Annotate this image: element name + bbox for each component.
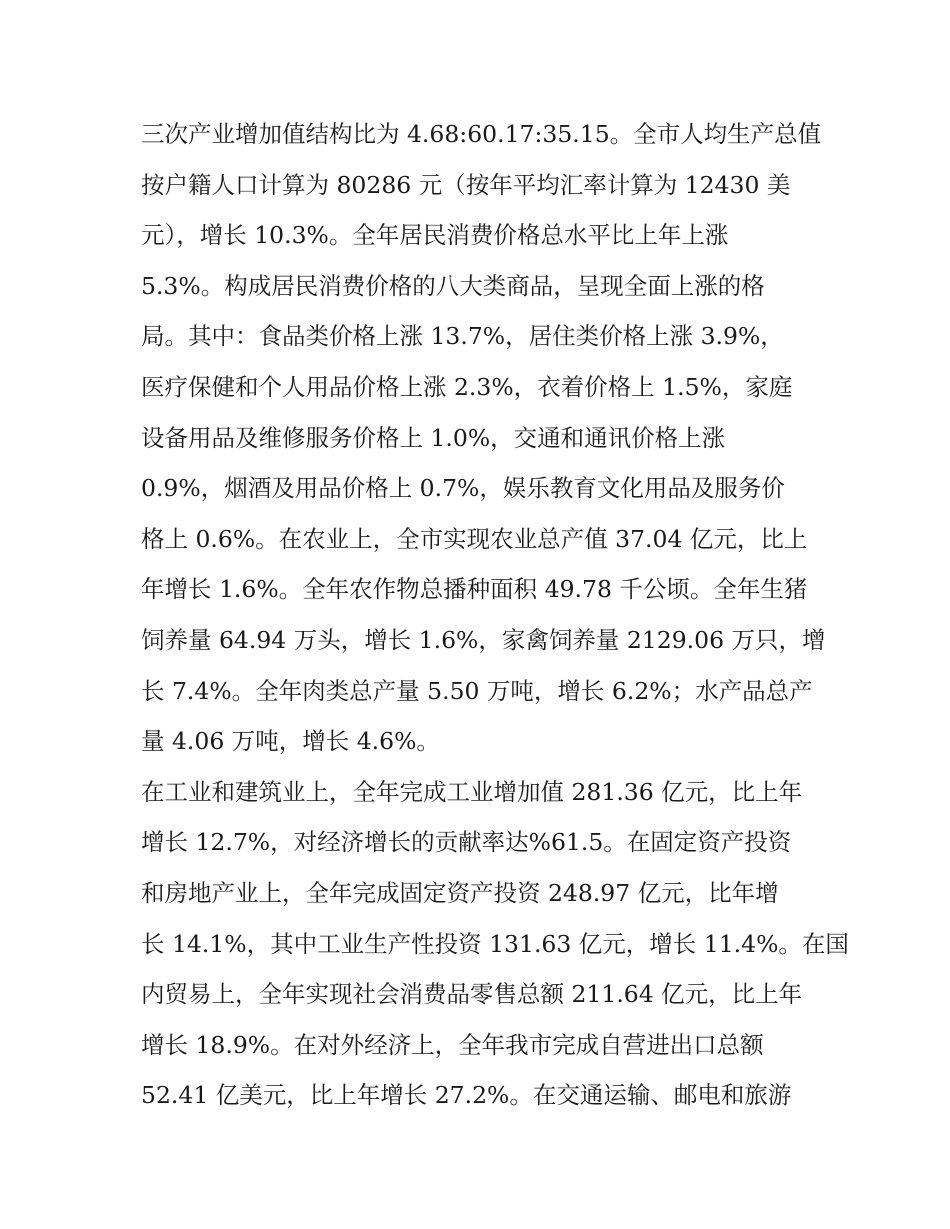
text-line: 设备用品及维修服务价格上 1.0%，交通和通讯价格上涨 <box>141 423 726 452</box>
text-line: 和房地产业上，全年完成固定资产投资 248.97 亿元，比年增 <box>141 878 779 907</box>
text-line: 内贸易上，全年实现社会消费品零售总额 211.64 亿元，比上年 <box>141 980 803 1009</box>
text-line: 局。其中：食品类价格上涨 13.7%，居住类价格上涨 3.9%， <box>141 322 784 351</box>
text-line: 量 4.06 万吨，增长 4.6%。 <box>141 727 440 756</box>
text-line: 按户籍人口计算为 80286 元（按年平均汇率计算为 12430 美 <box>141 170 791 199</box>
text-line: 元），增长 10.3%。全年居民消费价格总水平比上年上涨 <box>141 221 729 250</box>
text-line: 长 14.1%，其中工业生产性投资 131.63 亿元，增长 11.4%。在国 <box>141 929 849 958</box>
text-line: 在工业和建筑业上，全年完成工业增加值 281.36 亿元，比上年 <box>141 777 803 806</box>
text-line: 增长 18.9%。在对外经济上，全年我市完成自营进出口总额 <box>141 1030 764 1059</box>
text-line: 52.41 亿美元，比上年增长 27.2%。在交通运输、邮电和旅游 <box>141 1081 792 1110</box>
text-line: 三次产业增加值结构比为 4.68:60.17:35.15。全市人均生产总值 <box>141 120 822 148</box>
document-body <box>141 109 849 1121</box>
text-line: 5.3%。构成居民消费价格的八大类商品，呈现全面上涨的格 <box>141 271 765 300</box>
text-line: 医疗保健和个人用品价格上涨 2.3%，衣着价格上 1.5%，家庭 <box>141 372 793 401</box>
text-line: 年增长 1.6%。全年农作物总播种面积 49.78 千公顷。全年生猪 <box>141 575 808 604</box>
text-line: 格上 0.6%。在农业上，全市实现农业总产值 37.04 亿元，比上 <box>141 524 808 553</box>
text-line: 长 7.4%。全年肉类总产量 5.50 万吨，增长 6.2%；水产品总产 <box>141 676 813 705</box>
text-line: 0.9%，烟酒及用品价格上 0.7%，娱乐教育文化用品及服务价 <box>141 474 785 503</box>
text-line: 增长 12.7%，对经济增长的贡献率达%61.5。在固定资产投资 <box>141 828 792 857</box>
text-line: 饲养量 64.94 万头，增长 1.6%，家禽饲养量 2129.06 万只，增 <box>141 625 826 654</box>
